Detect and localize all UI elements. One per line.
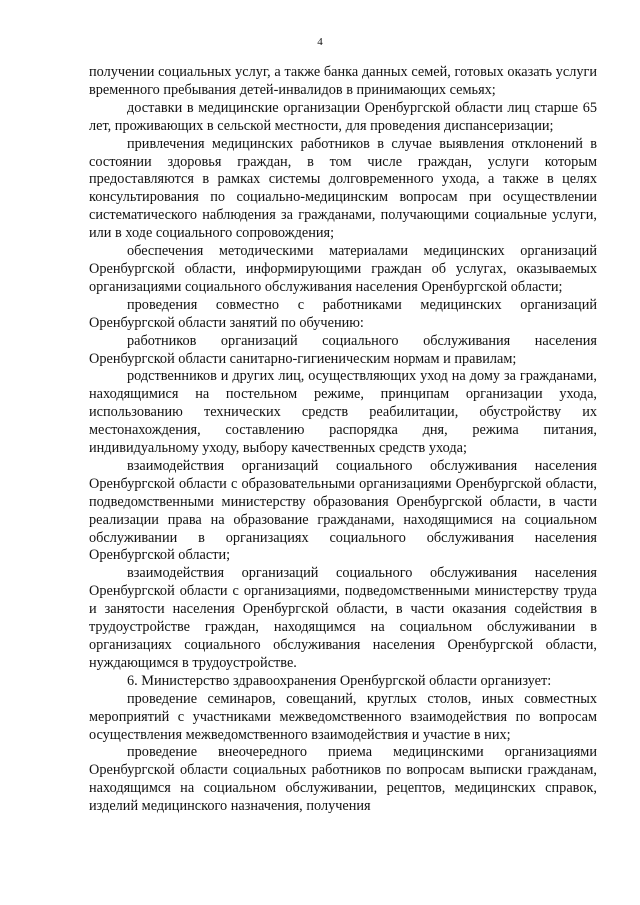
paragraph-5: проведения совместно с работниками медицинских организаций Оренбургской области занятий по обучению: [89,296,597,331]
paragraph-9: взаимодействия организаций социального обслуживания населения Оренбургской области с организациями, подведомственными министерству труда и занятости населения Оренбургской области, в части оказания содействия в трудоустройстве граждан, находящимся на социальном обслуживании в организациях социального обслуживания населения Оренбургской области, нуждающимся в трудоустройстве. [89,565,597,671]
paragraph-3: привлечения медицинских работников в случае выявления отклонений в состоянии здоровья граждан, в том числе граждан, услуги которым предоставляются в рамках системы долговременного ухода, а также в целях консультирования по социально-медицинским вопросам при осуществлении систематического наблюдения за гражданами, получающими социальные услуги, или в ходе социального сопровождения; [89,135,597,242]
page-number: 4 [317,36,323,48]
paragraph-7: родственников и других лиц, осуществляющих уход на дому за гражданами, находящимися на постельном режиме, принципам организации ухода, использованию технических средств реабилитации, обустройству их местонахождения, составлению распорядка дня, режима питания, индивидуальному уходу, выбору качественных средств ухода; [89,368,597,457]
paragraph-1: получении социальных услуг, а также банка данных семей, готовых оказать услуги временного пребывания детей-инвалидов в принимающих семьях; [89,64,597,98]
paragraph-12: проведение внеочередного приема медицинскими организациями Оренбургской области социальных работников по вопросам выписки гражданам, находящимся на социальном обслуживании, рецептов, медицинских справок, изделий медицинского назначения, получения [89,744,597,815]
paragraph-4: обеспечения методическими материалами медицинских организаций Оренбургской области, информирующими граждан об услугах, оказываемых организациями социального обслуживания населения Оренбургской области; [89,243,597,295]
paragraph-8: взаимодействия организаций социального обслуживания населения Оренбургской области с образовательными организациями Оренбургской области, подведомственными министерству образования Оренбургской области, в части реализации права на образование гражданами, находящимися на социальном обслуживании в организациях социального обслуживания населения Оренбургской области; [89,457,597,564]
body-text [89,64,597,816]
paragraph-6: работников организаций социального обслуживания населения Оренбургской области санитарно-гигиеническим нормам и правилам; [89,332,597,367]
paragraph-10: 6. Министерство здравоохранения Оренбургской области организует: [127,672,552,689]
paragraph-2: доставки в медицинские организации Оренбургской области лиц старше 65 лет, проживающих в сельской местности, для проведения диспансеризации; [89,99,597,134]
paragraph-11: проведение семинаров, совещаний, круглых столов, иных совместных мероприятий с участниками межведомственного взаимодействия по вопросам осуществления межведомственного взаимодействия и участие в них; [89,690,597,743]
